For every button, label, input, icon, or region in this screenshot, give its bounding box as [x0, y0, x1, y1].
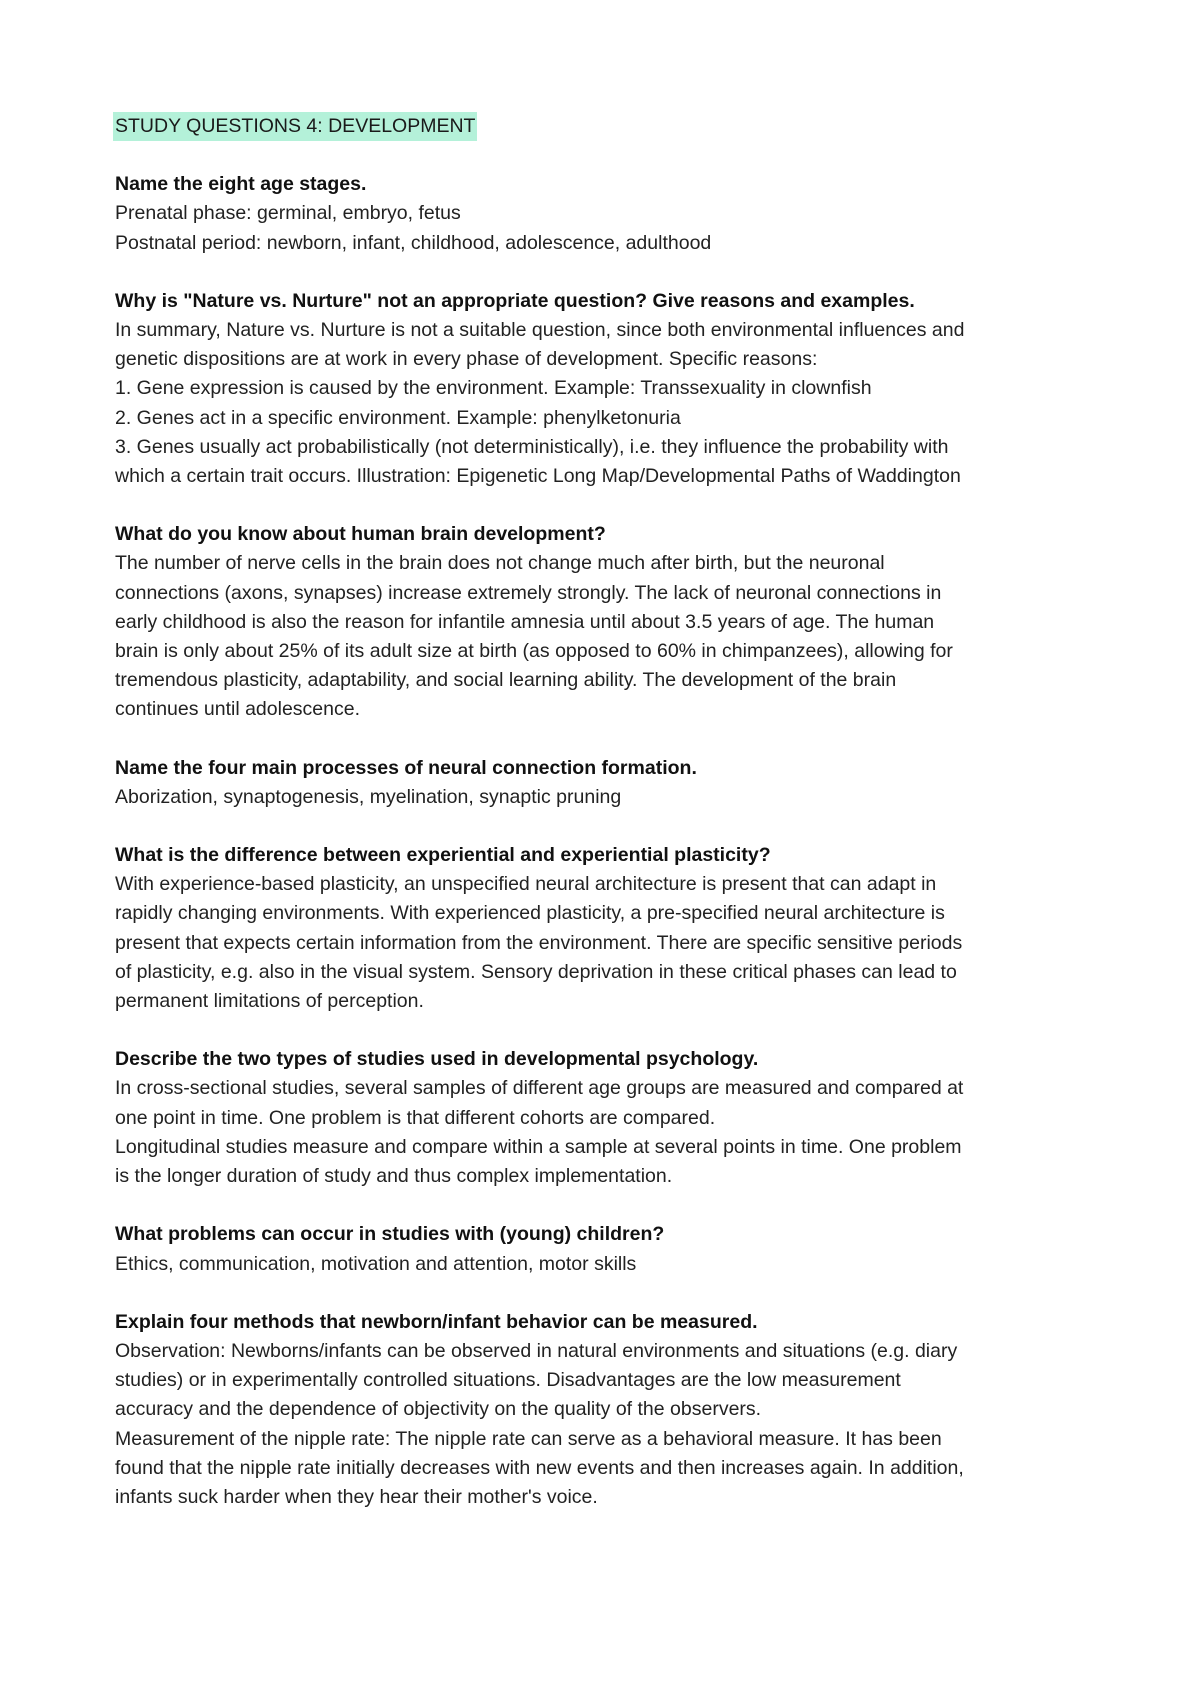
qa-section	[115, 170, 1115, 258]
question-heading: Name the eight age stages.	[115, 173, 367, 196]
qa-section	[115, 1045, 1115, 1191]
answer-line: permanent limitations of perception.	[115, 990, 424, 1013]
answer-line: The number of nerve cells in the brain does not change much after birth, but the neuronal	[115, 552, 885, 575]
answer-line: is the longer duration of study and thus complex implementation.	[115, 1165, 673, 1188]
answer-line: Longitudinal studies measure and compare within a sample at several points in time. One problem	[115, 1135, 962, 1158]
qa-section	[115, 1308, 1115, 1512]
answer-line: Aborization, synaptogenesis, myelination, synaptic pruning	[115, 785, 622, 808]
question-heading: Explain four methods that newborn/infant behavior can be measured.	[115, 1310, 758, 1333]
answer-line: brain is only about 25% of its adult size at birth (as opposed to 60% in chimpanzees), allowing for	[115, 640, 953, 663]
answer-line: early childhood is also the reason for infantile amnesia until about 3.5 years of age. The human	[115, 610, 935, 633]
answer-line: continues until adolescence.	[115, 698, 360, 721]
answer-line: which a certain trait occurs. Illustration: Epigenetic Long Map/Developmental Paths of Waddington	[115, 465, 961, 488]
qa-section	[115, 754, 1115, 812]
answer-line: 2. Genes act in a specific environment. Example: phenylketonuria	[115, 406, 681, 429]
answer-line: infants suck harder when they hear their mother's voice.	[115, 1485, 598, 1508]
answer-line: In cross-sectional studies, several samples of different age groups are measured and compared at	[115, 1077, 964, 1100]
answer-line: one point in time. One problem is that different cohorts are compared.	[115, 1106, 716, 1129]
answer-line: Ethics, communication, motivation and attention, motor skills	[115, 1252, 637, 1275]
answer-line: Prenatal phase: germinal, embryo, fetus	[115, 202, 461, 225]
document-title: STUDY QUESTIONS 4: DEVELOPMENT	[113, 112, 477, 141]
answer-line: present that expects certain information from the environment. There are specific sensitive periods	[115, 931, 963, 954]
answer-line: Postnatal period: newborn, infant, childhood, adolescence, adulthood	[115, 231, 712, 254]
answer-line: found that the nipple rate initially decreases with new events and then increases again. In addition,	[115, 1456, 964, 1479]
question-heading: Describe the two types of studies used in developmental psychology.	[115, 1048, 759, 1071]
qa-section	[115, 520, 1115, 724]
document-title-row	[115, 112, 1115, 141]
document-page	[115, 112, 1115, 1512]
answer-line: of plasticity, e.g. also in the visual system. Sensory deprivation in these critical phases can lead to	[115, 960, 957, 983]
answer-line: genetic dispositions are at work in every phase of development. Specific reasons:	[115, 348, 818, 371]
qa-section	[115, 841, 1115, 1016]
answer-line: 1. Gene expression is caused by the environment. Example: Transsexuality in clownfish	[115, 377, 872, 400]
qa-section	[115, 287, 1115, 491]
answer-line: rapidly changing environments. With experienced plasticity, a pre-specified neural architecture is	[115, 902, 945, 925]
answer-line: Observation: Newborns/infants can be observed in natural environments and situations (e.g. diary	[115, 1339, 958, 1362]
answer-line: 3. Genes usually act probabilistically (not deterministically), i.e. they influence the probability with	[115, 435, 949, 458]
answer-line: accuracy and the dependence of objectivity on the quality of the observers.	[115, 1398, 762, 1421]
question-heading: Why is "Nature vs. Nurture" not an appropriate question? Give reasons and examples.	[115, 289, 915, 312]
answer-line: With experience-based plasticity, an unspecified neural architecture is present that can adapt in	[115, 873, 937, 896]
answer-line: tremendous plasticity, adaptability, and social learning ability. The development of the brain	[115, 669, 897, 692]
answer-line: studies) or in experimentally controlled situations. Disadvantages are the low measurement	[115, 1369, 901, 1392]
answer-line: In summary, Nature vs. Nurture is not a suitable question, since both environmental influences and	[115, 319, 965, 342]
question-heading: Name the four main processes of neural connection formation.	[115, 756, 697, 779]
answer-line: connections (axons, synapses) increase extremely strongly. The lack of neuronal connections in	[115, 581, 942, 604]
question-heading: What do you know about human brain development?	[115, 523, 606, 546]
qa-section	[115, 1220, 1115, 1278]
question-heading: What problems can occur in studies with (young) children?	[115, 1223, 665, 1246]
question-heading: What is the difference between experiential and experiential plasticity?	[115, 844, 771, 867]
sections-container	[115, 170, 1115, 1512]
answer-line: Measurement of the nipple rate: The nipple rate can serve as a behavioral measure. It has been	[115, 1427, 942, 1450]
